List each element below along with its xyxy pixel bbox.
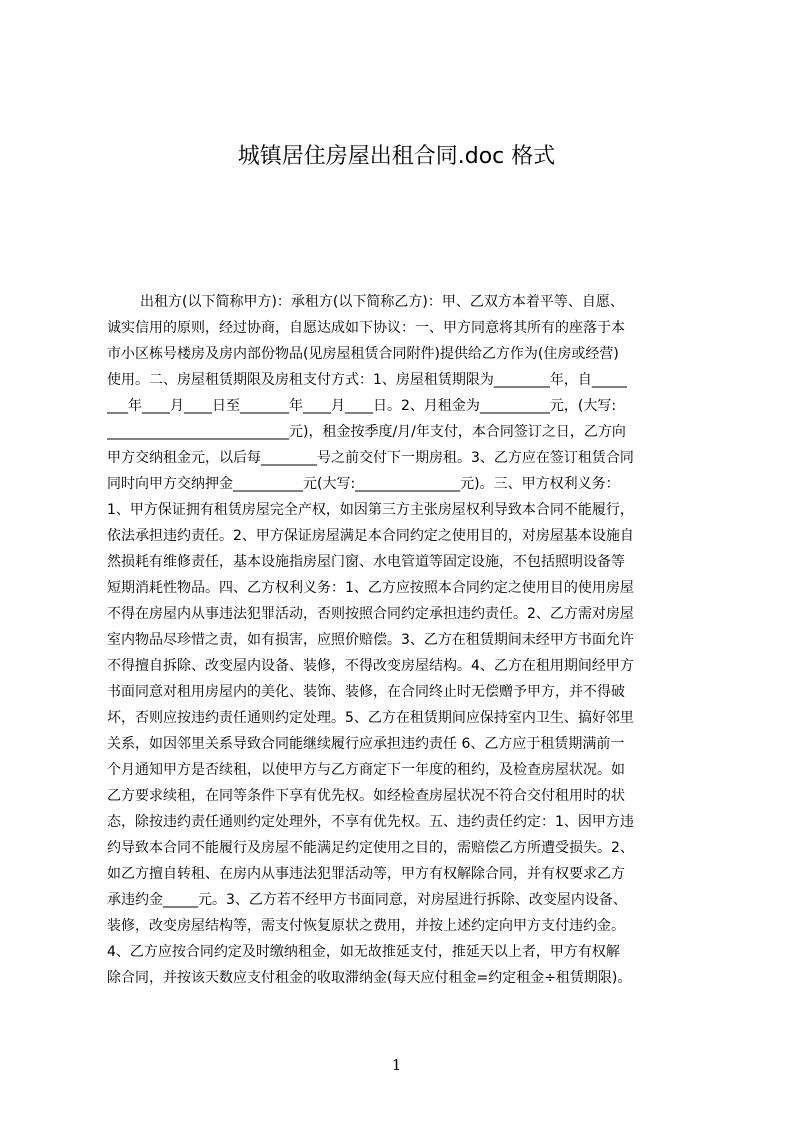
paragraph-line: 承违约金_____元。3、乙方若不经甲方书面同意，对房屋进行拆除、改变屋内设备、	[107, 892, 627, 908]
paragraph-line: 不得擅自拆除、改变屋内设备、装修，不得改变房屋结构。4、乙方在租用期间经甲方	[107, 658, 634, 674]
paragraph-line: ___年____月____日至_______年____月____日。2、月租金为__________元，(大写:	[107, 398, 617, 414]
paragraph-line: 关系，如因邻里关系导致合同能继续履行应承担违约责任 6、乙方应于租赁期满前一	[107, 736, 625, 752]
paragraph-line: 短期消耗性物品。四、乙方权利义务：1、乙方应按照本合同约定之使用目的使用房屋	[107, 580, 634, 596]
paragraph-line: 市小区栋号楼房及房内部份物品(见房屋租赁合同附件)提供给乙方作为(住房或经营)	[107, 346, 619, 362]
document-title: 城镇居住房屋出租合同.doc 格式	[237, 144, 556, 169]
paragraph-line: 装修，改变房屋结构等，需支付恢复原状之费用，并按上述约定向甲方支付违约金。	[107, 918, 625, 934]
paragraph-line: 除合同，并按该天数应支付租金的收取滞纳金(每天应付租金=约定租金÷租赁期限)。	[107, 970, 632, 986]
paragraph-line: 依法承担违约责任。2、甲方保证房屋满足本合同约定之使用目的，对房屋基本设施自	[107, 528, 634, 544]
paragraph-line: 使用。二、房屋租赁期限及房租支付方式：1、房屋租赁期限为________年，自_____	[107, 372, 627, 388]
contract-body	[107, 289, 697, 991]
paragraph-line: 甲方交纳租金元，以后每________号之前交付下一期房租。3、乙方应在签订租赁合同	[107, 450, 634, 466]
paragraph-line: 不得在房屋内从事违法犯罪活动，否则按照合同约定承担违约责任。2、乙方需对房屋	[107, 606, 634, 622]
paragraph-line: __________________________元)，租金按季度/月/年支付，本合同签订之日，乙方向	[107, 424, 626, 440]
paragraph-line: 同时向甲方交纳押金__________元(大写:_______________元)。三、甲方权利义务：	[107, 476, 620, 492]
paragraph-line: 书面同意对租用房屋内的美化、装饰、装修，在合同终止时无偿赠予甲方，并不得破	[107, 684, 625, 700]
paragraph-line: 1、甲方保证拥有租赁房屋完全产权，如因第三方主张房屋权利导致本合同不能履行，	[107, 502, 634, 518]
paragraph-line: 约导致本合同不能履行及房屋不能满足约定使用之目的，需赔偿乙方所遭受损失。2、	[107, 840, 634, 856]
paragraph-line: 如乙方擅自转租、在房内从事违法犯罪活动等，甲方有权解除合同，并有权要求乙方	[107, 866, 625, 882]
paragraph-line: 乙方要求续租，在同等条件下享有优先权。如经检查房屋状况不符合交付租用时的状	[107, 788, 625, 804]
paragraph-line: 诚实信用的原则，经过协商，自愿达成如下协议：一、甲方同意将其所有的座落于本	[107, 320, 625, 336]
paragraph-line: 4、乙方应按合同约定及时缴纳租金，如无故推延支付，推延天以上者，甲方有权解	[107, 944, 620, 960]
paragraph-line: 态，除按违约责任通则约定处理外，不享有优先权。五、违约责任约定：1、因甲方违	[107, 814, 634, 830]
paragraph-line: 个月通知甲方是否续租，以使甲方与乙方商定下一年度的租约，及检查房屋状况。如	[107, 762, 625, 778]
paragraph-line: 室内物品尽珍惜之责，如有损害，应照价赔偿。3、乙方在租赁期间未经甲方书面允许	[107, 632, 634, 648]
paragraph-line: 出租方(以下简称甲方)：承租方(以下简称乙方)：甲、乙双方本着平等、自愿、	[140, 294, 624, 310]
paragraph-line: 然损耗有维修责任，基本设施指房屋门窗、水电管道等固定设施，不包括照明设备等	[107, 554, 625, 570]
page-number: 1	[391, 1056, 402, 1074]
paragraph-line: 坏，否则应按违约责任通则约定处理。5、乙方在租赁期间应保持室内卫生、搞好邻里	[107, 710, 634, 726]
